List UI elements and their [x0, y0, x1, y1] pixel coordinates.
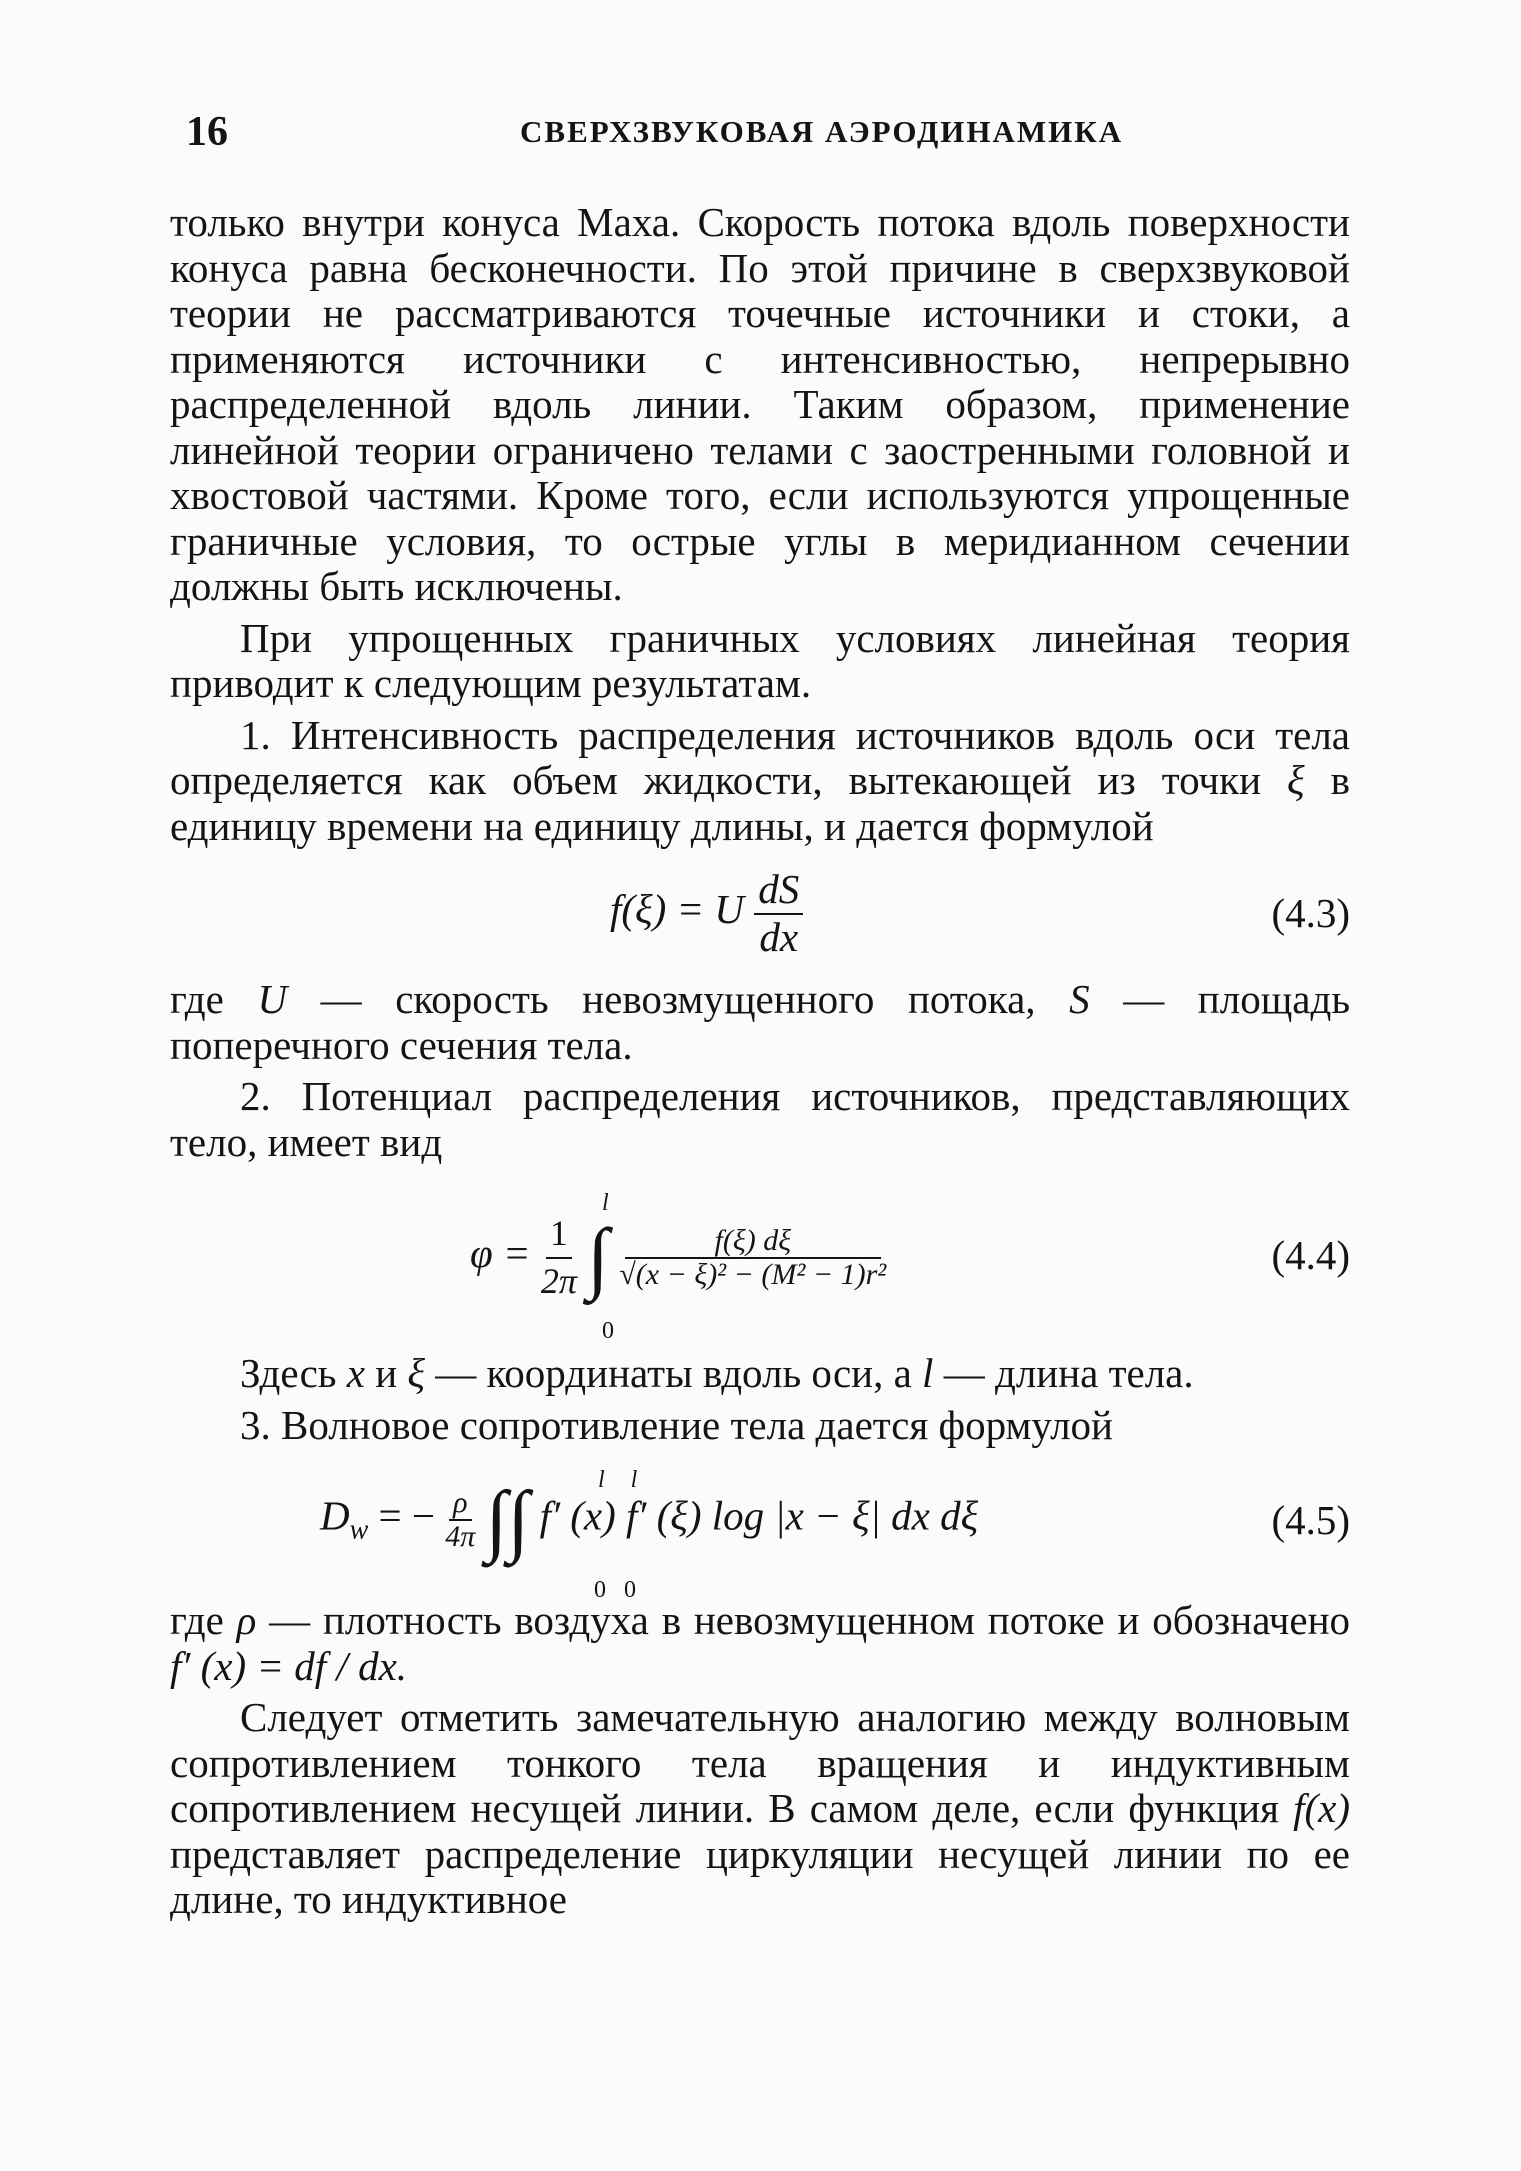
integral-sign-1: ∫ [485, 1476, 508, 1564]
equation-4-3 [170, 859, 1350, 977]
fprime-definition: f′ (x) = df / dx. [170, 1642, 408, 1689]
eq44-lower-limit: 0 [602, 1318, 614, 1344]
rho-symbol: ρ [236, 1597, 257, 1643]
eq45-lower-limits: 0 0 [594, 1577, 642, 1603]
U-symbol: U [257, 976, 288, 1022]
fx-symbol: f(x) [1293, 1785, 1350, 1831]
integral-sign-2: ∫ [507, 1476, 530, 1564]
eq44-lhs: φ = [470, 1229, 531, 1276]
eq43-numerator: dS [754, 867, 803, 915]
l-symbol: l [922, 1350, 934, 1396]
paragraph-6-text-a: Здесь [240, 1350, 337, 1396]
paragraph-1: только внутри конуса Маха. Скорость потока вдоль поверхности конуса равна бесконечности. По этой причине в сверхзвуковой теории не рассматриваются точечные источники и стоки, а применяются источники с интенсивностью, непрерывно распределенной вдоль линии. Таким образом, применение линейной теории ограничено телами с заостренными головной и хвостовой частями. Кроме того, если используются упрощенные граничные условия, то острые углы в меридианном сечении должны быть исключены. [170, 199, 1350, 609]
x-symbol: x [346, 1350, 365, 1396]
paragraph-2: При упрощенных граничных условиях линейная теория приводит к следующим результатам. [170, 614, 1350, 706]
paragraph-9-text-a: Следует отметить замечательную аналогию между волновым сопротивлением тонкого тела вращения и индуктивным сопротивлением несущей линии. В самом деле, если функция [170, 1694, 1350, 1831]
eq45-coef-den: 4π [445, 1520, 476, 1553]
paragraph-8-text-b: — плотность воздуха в невозмущенном потоке и обозначено [269, 1597, 1351, 1643]
paragraph-6-text-b: и [375, 1350, 398, 1396]
paragraph-7: 3. Волновое сопротивление тела дается формулой [240, 1401, 1113, 1448]
equation-4-4 [170, 1181, 1350, 1351]
paragraph-3 [170, 713, 1350, 850]
eq44-denominator: √(x − ξ)² − (M² − 1)r² [619, 1257, 887, 1291]
eq45-coef-num: ρ [449, 1487, 471, 1521]
paragraph-4 [170, 977, 1350, 1068]
paragraph-6 [170, 1351, 1350, 1397]
eq44-coef-den: 2π [540, 1260, 577, 1301]
eq44-coef-num: 1 [546, 1211, 572, 1259]
paragraph-4-text-c: — площадь поперечного сечения тела. [170, 976, 1351, 1068]
eq43-lhs: f(ξ) = U [610, 885, 745, 932]
equation-number-4-5: (4.5) [1271, 1497, 1350, 1543]
paragraph-4-text-b: — скорость невозмущенного потока, [320, 976, 1036, 1022]
equation-number-4-4: (4.4) [1271, 1232, 1350, 1278]
page-body [170, 200, 1350, 1929]
page-number: 16 [186, 109, 228, 155]
integral-sign: ∫ [587, 1213, 610, 1302]
eq44-upper-limit: l [602, 1190, 609, 1216]
running-head: СВЕРХЗВУКОВАЯ АЭРОДИНАМИКА [520, 114, 1124, 149]
equation-number-4-3: (4.3) [1271, 890, 1350, 936]
eq45-integrand: f′ (x) f′ (ξ) log |x − ξ| dx dξ [539, 1492, 979, 1539]
equation-4-5 [170, 1458, 1350, 1603]
eq45-equals: = − [378, 1492, 436, 1539]
paragraph-4-text-a: где [170, 976, 224, 1022]
page-header [0, 108, 1521, 158]
eq45-lhs: D [320, 1492, 350, 1539]
eq45-lhs-sub: w [349, 1514, 369, 1546]
paragraph-3-text-b: в единицу времени на единицу длины, и дается формулой [170, 757, 1350, 849]
eq44-numerator: f(ξ) dξ [625, 1225, 882, 1259]
eq45-upper-limits: l l [598, 1467, 648, 1493]
xi-symbol: ξ [1287, 757, 1305, 803]
eq43-denominator: dx [759, 913, 799, 960]
paragraph-8-text-a: где [170, 1597, 224, 1643]
paragraph-3-text-a: 1. Интенсивность распределения источников вдоль оси тела определяется как объем жидкости, вытекающей из точки [170, 711, 1350, 803]
paragraph-9-text-b: представляет распределение циркуляции несущей линии по ее длине, то индуктивное [170, 1830, 1350, 1922]
paragraph-6-text-d: — длина тела. [943, 1350, 1194, 1396]
paragraph-5: 2. Потенциал распределения источников, представляющих тело, имеет вид [170, 1073, 1350, 1165]
paragraph-6-text-c: — координаты вдоль оси, а [435, 1350, 912, 1396]
xi-symbol-2: ξ [407, 1350, 425, 1396]
paragraph-8 [170, 1598, 1350, 1689]
paragraph-9 [170, 1695, 1350, 1923]
S-symbol: S [1069, 976, 1090, 1022]
